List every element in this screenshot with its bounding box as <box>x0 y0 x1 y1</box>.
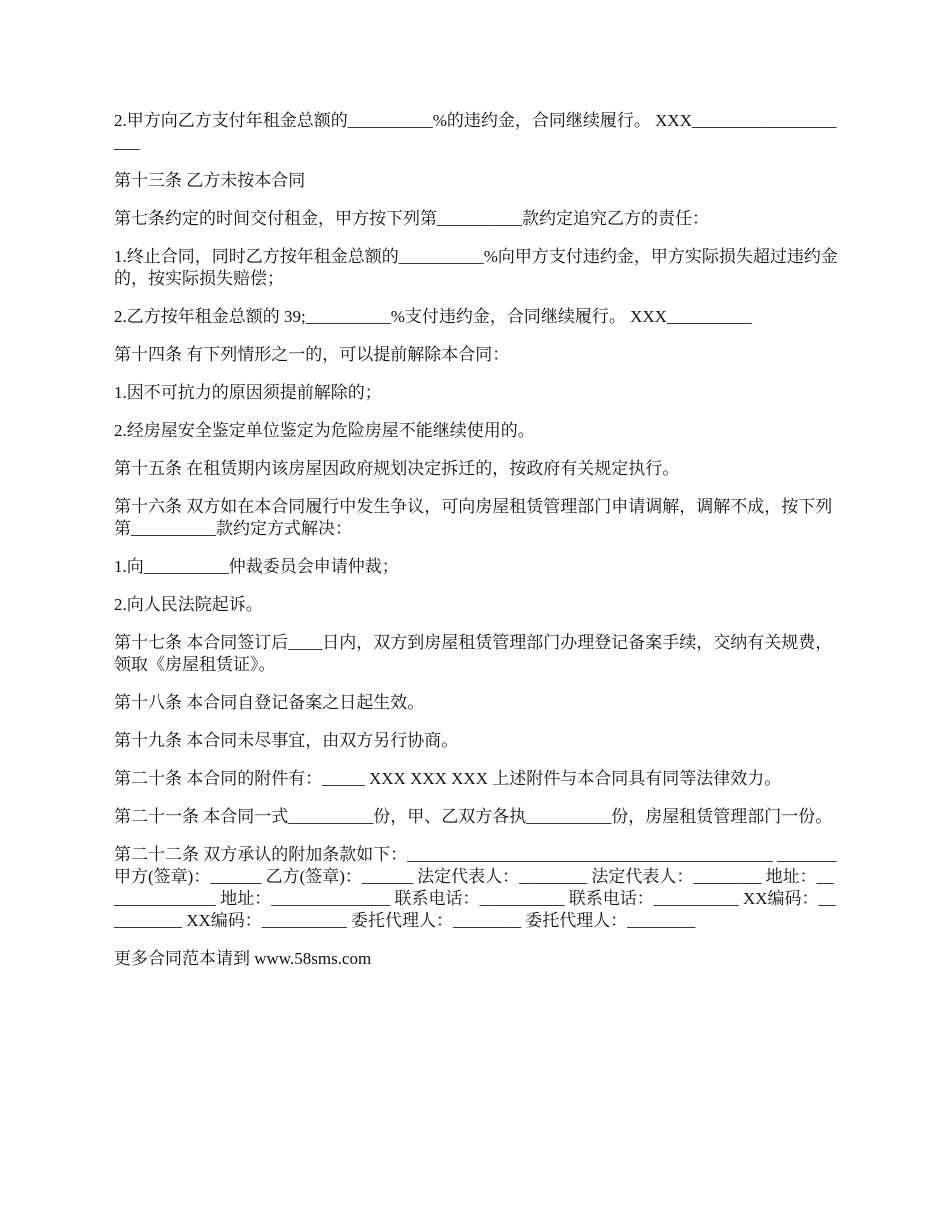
footer-more-templates: 更多合同范本请到 www.58sms.com <box>114 949 372 968</box>
clause-13-title: 第十三条 乙方未按本合同 <box>114 171 306 190</box>
clause-13-item-1: 1.终止合同，同时乙方按年租金总额的__________%向甲方支付违约金，甲方实际损失超过违约金的，按实际损失赔偿； <box>114 247 838 288</box>
clause-22-signatures: 第二十二条 双方承认的附加条款如下：___________________________________________ _______ 甲方(签章)：______ 乙方(签章)：______ 法定代表人：________ 法定代表人：________ 地址：______________ 地址：______________ 联系电话：__________ 联系电话：__________ XX编码：__________ XX编码：__________ 委托代理人：________ 委托代理人：________ <box>114 845 837 930</box>
clause-21: 第二十一条 本合同一式__________份，甲、乙双方各执__________份，房屋租赁管理部门一份。 <box>114 807 833 826</box>
clause-13-body: 第七条约定的时间交付租金，甲方按下列第__________款约定追究乙方的责任： <box>114 209 709 228</box>
clause-16-item-1: 1.向__________仲裁委员会申请仲裁； <box>114 557 399 576</box>
clause-14-item-2: 2.经房屋安全鉴定单位鉴定为危险房屋不能继续使用的。 <box>114 421 535 440</box>
clause-14-item-1: 1.因不可抗力的原因须提前解除的； <box>114 383 382 402</box>
contract-page <box>114 110 839 986</box>
clause-13-item-2: 2.乙方按年租金总额的 39;__________%支付违约金，合同继续履行。 XXX__________ <box>114 307 752 326</box>
clause-14-title: 第十四条 有下列情形之一的，可以提前解除本合同： <box>114 345 510 364</box>
clause-19: 第十九条 本合同未尽事宜，由双方另行协商。 <box>114 731 459 750</box>
clause-16-item-2: 2.向人民法院起诉。 <box>114 595 263 614</box>
clause-18: 第十八条 本合同自登记备案之日起生效。 <box>114 693 425 712</box>
clause-20: 第二十条 本合同的附件有：_____ XXX XXX XXX 上述附件与本合同具有同等法律效力。 <box>114 769 782 788</box>
clause-15: 第十五条 在租赁期内该房屋因政府规划决定拆迁的，按政府有关规定执行。 <box>114 459 680 478</box>
clause-17: 第十七条 本合同签订后____日内，双方到房屋租赁管理部门办理登记备案手续，交纳有关规费，领取《房屋租赁证》。 <box>114 633 833 674</box>
clause-16: 第十六条 双方如在本合同履行中发生争议，可向房屋租赁管理部门申请调解，调解不成，按下列第__________款约定方式解决： <box>114 497 833 538</box>
clause-penalty-party-a: 2.甲方向乙方支付年租金总额的__________%的违约金，合同继续履行。 XXX____________________ <box>114 111 837 152</box>
